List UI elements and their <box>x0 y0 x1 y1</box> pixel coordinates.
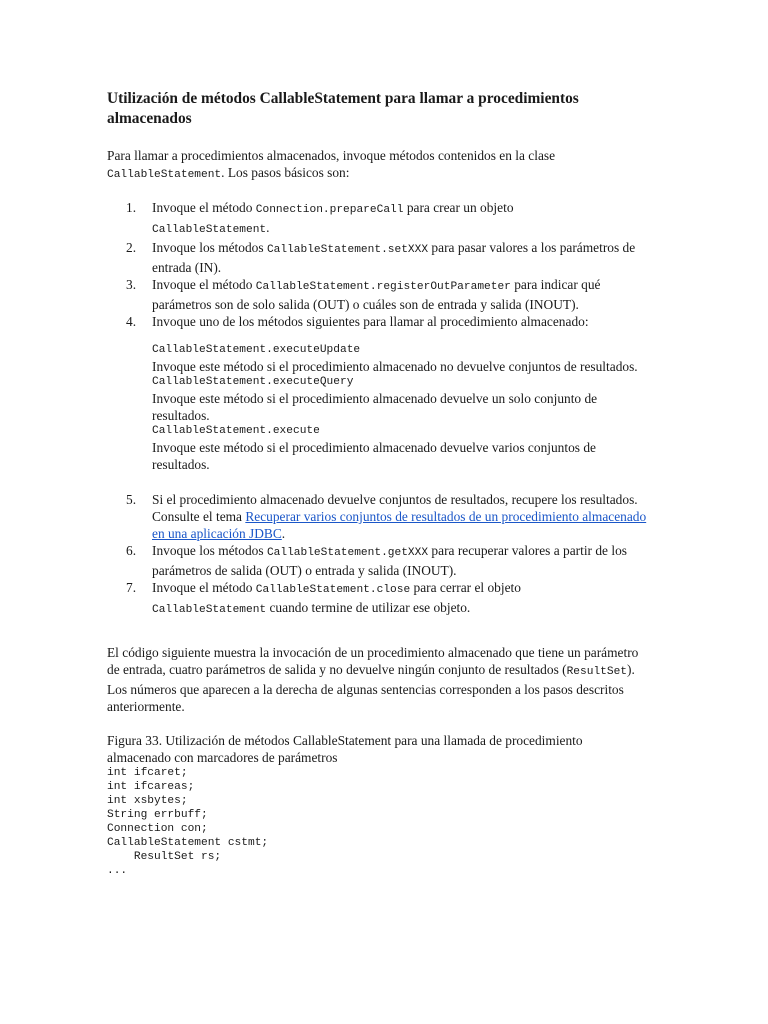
step-number: 7. <box>126 580 137 595</box>
step-number: 3. <box>126 277 137 292</box>
step-number: 1. <box>126 200 137 215</box>
step-item <box>107 313 647 473</box>
steps-list <box>107 199 647 619</box>
method-description: Invoque este método si el procedimiento almacenado devuelve un solo conjunto de resultados. <box>152 391 598 423</box>
step-text: . <box>266 220 270 235</box>
step-item <box>107 579 647 619</box>
intro-paragraph <box>107 147 667 184</box>
paragraph-text: El código siguiente muestra la invocación de un procedimiento almacenado que tiene un parámetro de entrada, cuatro parámetros de salida y no devuelve ningún conjunto de resultados ( <box>107 645 639 677</box>
step-text: para recuperar valores a partir de los parámetros de salida (OUT) o entrada y salida (INOUT). <box>152 543 627 578</box>
step-text: Invoque el método <box>152 580 256 595</box>
step-code: Connection.prepareCall <box>255 204 404 216</box>
figure-caption: Figura 33. Utilización de métodos CallableStatement para una llamada de procedimiento almacenado con marcadores de parámetros <box>107 733 583 765</box>
step-text: para cerrar el objeto <box>410 580 521 595</box>
step-item <box>107 276 647 313</box>
method-description: Invoque este método si el procedimiento almacenado devuelve varios conjuntos de resultados. <box>152 440 596 472</box>
step-item <box>107 491 647 542</box>
step-code: CallableStatement.getXXX <box>266 547 429 559</box>
step-text: para indicar qué parámetros son de solo salida (OUT) o cuáles son de entrada y salida (INOUT). <box>152 277 601 312</box>
step-code: CallableStatement.registerOutParameter <box>255 281 511 293</box>
step-number: 5. <box>126 492 137 507</box>
step-text: Si el procedimiento almacenado devuelve conjuntos de resultados, recupere los resultados. Consulte el tema <box>152 492 638 524</box>
step-text: Invoque el método <box>152 200 256 215</box>
step-code: CallableStatement.setXXX <box>266 244 429 256</box>
step-text: cuando termine de utilizar ese objeto. <box>266 600 471 615</box>
method-list <box>152 343 647 473</box>
step-text: para pasar valores a los parámetros de entrada (IN). <box>152 240 636 275</box>
step-text: Invoque los métodos <box>152 240 267 255</box>
step-text: para crear un objeto <box>403 200 514 215</box>
step-code: CallableStatement <box>152 604 267 616</box>
step-number: 4. <box>126 314 137 329</box>
method-name: CallableStatement.executeUpdate <box>152 344 361 356</box>
step-item <box>107 199 647 239</box>
paragraph-code: ResultSet <box>566 666 628 678</box>
intro-text-end: . Los pasos básicos son: <box>221 165 350 180</box>
method-name: CallableStatement.executeQuery <box>152 376 354 388</box>
step-text: Invoque los métodos <box>152 543 267 558</box>
code-block: int ifcaret; int ifcareas; int xsbytes; String errbuff; Connection con; CallableStatement cstmt; ResultSet rs; ... <box>107 767 269 877</box>
step-code: CallableStatement <box>152 224 267 236</box>
step-item <box>107 542 647 579</box>
step-text: . <box>281 526 286 541</box>
step-number: 2. <box>126 240 137 255</box>
method-name: CallableStatement.execute <box>152 425 320 437</box>
code-explanation-paragraph <box>107 644 647 715</box>
step-item <box>107 239 647 276</box>
section-title: Utilización de métodos CallableStatement para llamar a procedimientos almacenados <box>107 90 579 127</box>
intro-text: Para llamar a procedimientos almacenados, invoque métodos contenidos en la clase <box>107 148 556 163</box>
step-text: Invoque uno de los métodos siguientes para llamar al procedimiento almacenado: <box>152 314 589 329</box>
intro-code: CallableStatement <box>107 169 222 181</box>
paragraph-text: ). Los números que aparecen a la derecha de algunas sentencias corresponden a los pasos descritos anteriormente. <box>107 662 635 714</box>
step-number: 6. <box>126 543 137 558</box>
method-description: Invoque este método si el procedimiento almacenado no devuelve conjuntos de resultados. <box>152 359 638 374</box>
result-sets-topic-link[interactable]: Recuperar varios conjuntos de resultados de un procedimiento almacenado en una aplicación JDBC <box>152 509 647 541</box>
step-text: Invoque el método <box>152 277 256 292</box>
step-code: CallableStatement.close <box>255 584 411 596</box>
